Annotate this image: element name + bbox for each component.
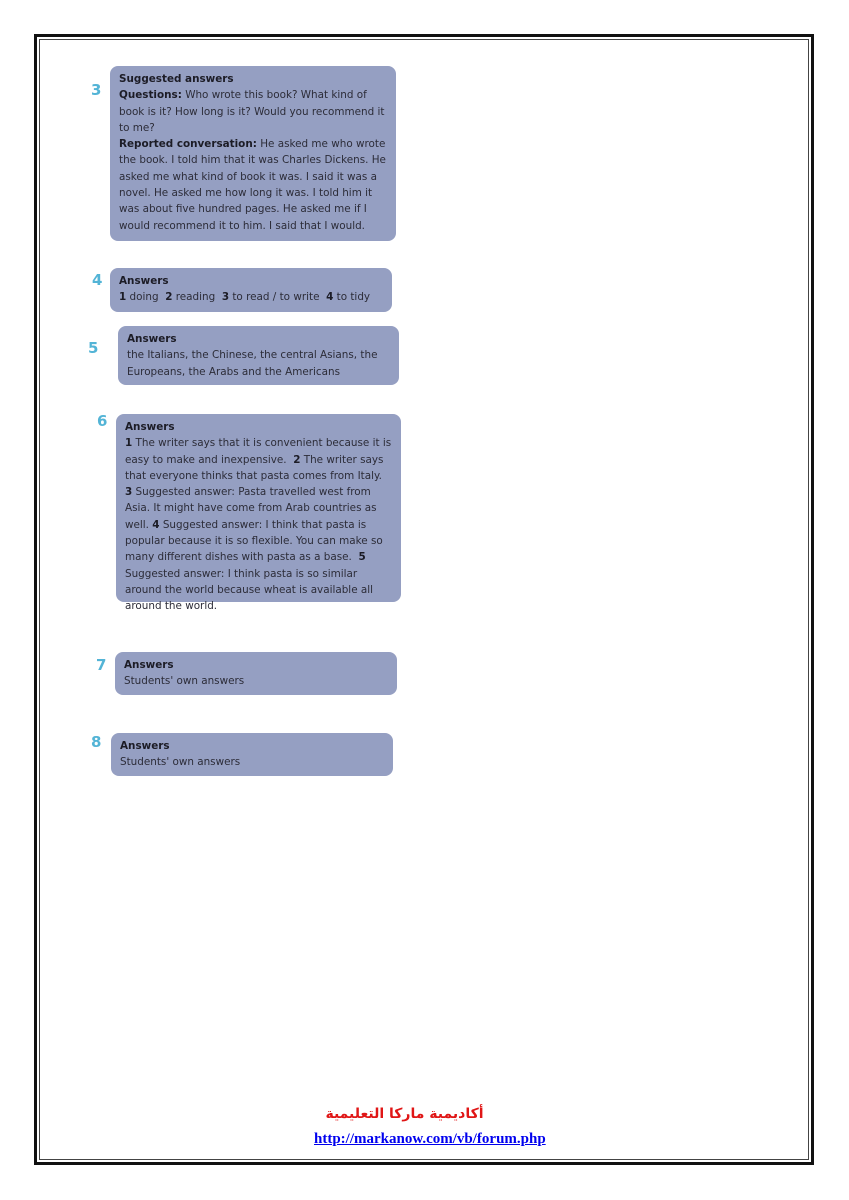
answer-item: 5 Suggested answer: I think pasta is so similar around the world because wheat is available all around the world. xyxy=(125,551,374,613)
answer-box-heading: Answers xyxy=(124,659,174,671)
answer-box-7 xyxy=(115,652,397,695)
answer-box-heading: Suggested answers xyxy=(119,73,234,85)
questions-text: Who wrote this book? What kind of book is it? How long is it? Would you recommend it to me? xyxy=(119,89,385,134)
answer-item: 4 to tidy xyxy=(326,291,371,304)
answer-item: 2 The writer says that everyone thinks that pasta comes from Italy. xyxy=(125,453,384,482)
section-number-7: 7 xyxy=(96,656,107,674)
answer-text: Students' own answers xyxy=(124,675,245,688)
academy-name: أكاديمية ماركا التعليمية xyxy=(325,1106,484,1122)
section-number-8: 8 xyxy=(91,733,102,751)
answer-item: 1 doing xyxy=(119,291,159,304)
section-number-4: 4 xyxy=(92,271,103,289)
section-number-6: 6 xyxy=(97,412,108,430)
answer-box-heading: Answers xyxy=(127,333,177,345)
answer-box-heading: Answers xyxy=(119,275,169,287)
reported-conversation-label: Reported conversation: xyxy=(119,138,257,151)
answer-text: the Italians, the Chinese, the central Asians, the Europeans, the Arabs and the Americans xyxy=(127,349,378,378)
answer-box-5 xyxy=(118,326,399,385)
answer-item: 1 The writer says that it is convenient because it is easy to make and inexpensive. xyxy=(125,437,392,466)
answer-box-4 xyxy=(110,268,392,312)
answer-item: 4 Suggested answer: I think that pasta is popular because it is so flexible. You can make so many different dishes with pasta as a base. xyxy=(125,518,383,564)
answer-item: 3 Suggested answer: Pasta travelled west from Asia. It might have come from Arab countries as well. xyxy=(125,486,377,531)
answer-box-heading: Answers xyxy=(125,421,175,433)
forum-link[interactable]: http://markanow.com/vb/forum.php xyxy=(314,1131,546,1147)
answer-text: Students' own answers xyxy=(120,756,241,769)
reported-conversation-text: He asked me who wrote the book. I told him that it was Charles Dickens. He asked me what kind of book it was. I said it was a novel. He asked me how long it was. I told him it was about five hundred pages. He asked me if I would recommend it to him. I said that I would. xyxy=(119,138,386,232)
answer-item: 2 reading xyxy=(165,291,216,304)
answer-box-6 xyxy=(116,414,401,613)
answer-item: 3 to read / to write xyxy=(221,291,320,304)
questions-label: Questions: xyxy=(119,89,182,102)
section-number-3: 3 xyxy=(91,81,102,99)
answer-box-3 xyxy=(110,66,396,241)
section-number-5: 5 xyxy=(88,339,99,357)
answer-box-heading: Answers xyxy=(120,740,170,752)
answer-box-8 xyxy=(111,733,393,776)
